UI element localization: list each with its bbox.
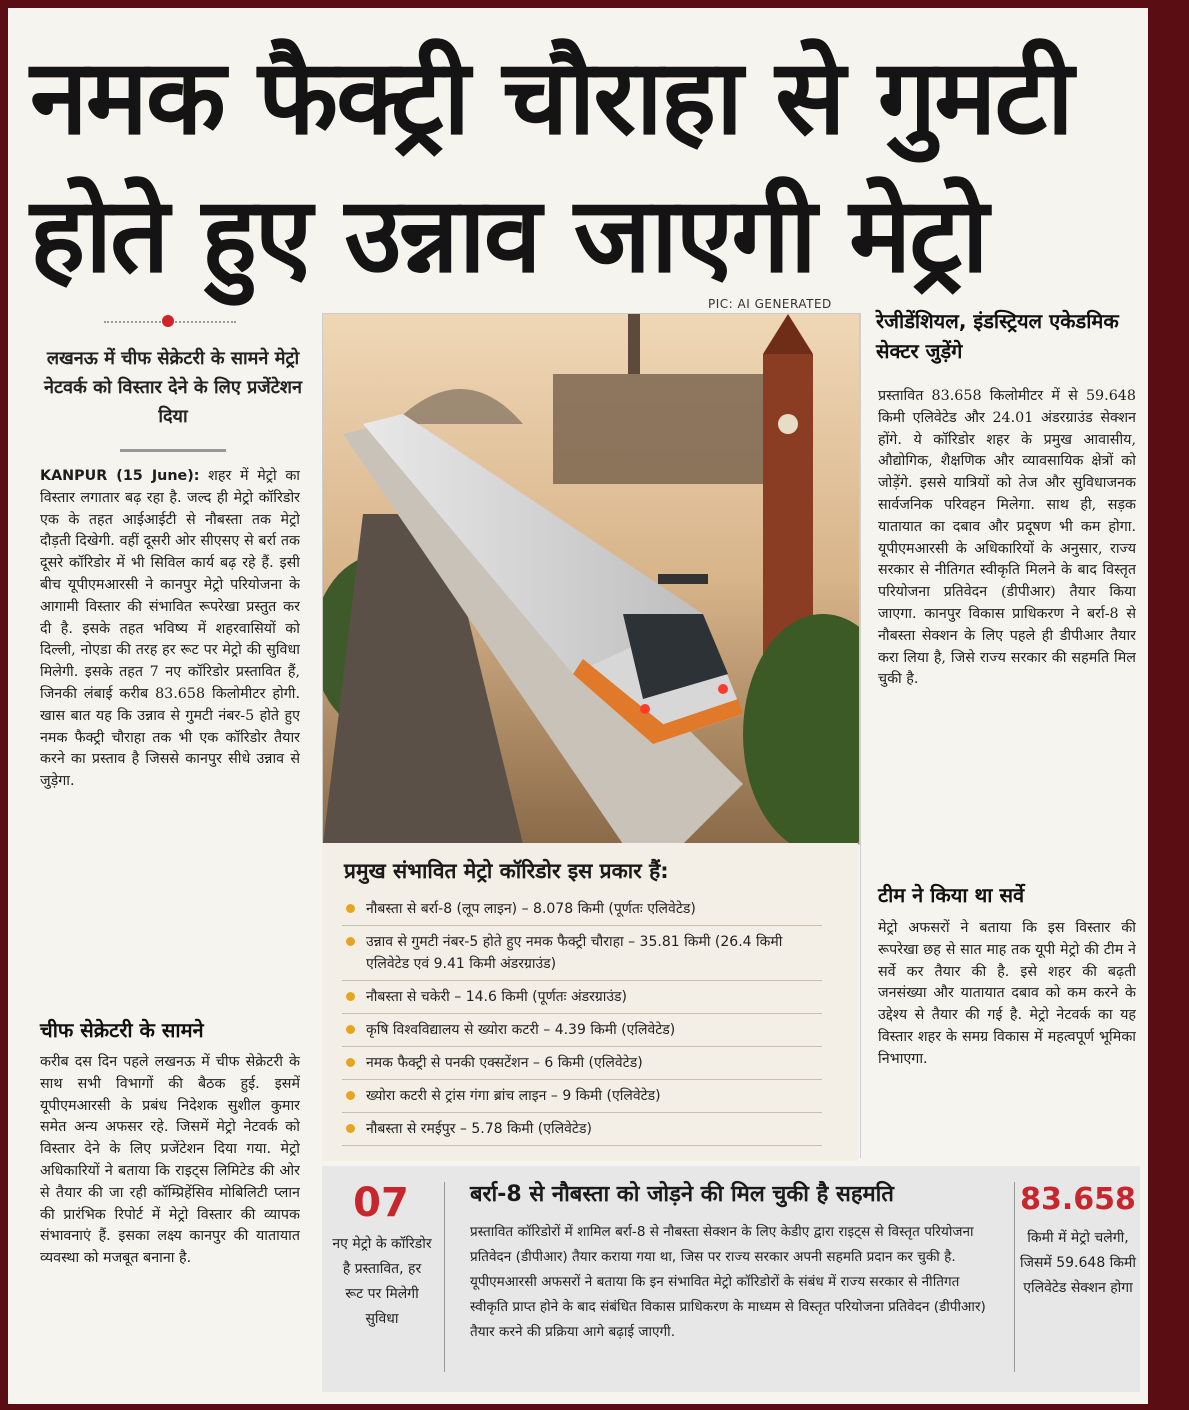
list-item	[342, 981, 822, 1014]
corridor-count-number: 07	[353, 1180, 409, 1226]
corridor-count-caption: नए मेट्रो के कॉरिडोर है प्रस्तावित, हर रूट पर मिलेगी सुविधा	[332, 1236, 432, 1327]
deck-red-dot	[162, 315, 174, 327]
bullet-dot-icon	[346, 1025, 355, 1034]
chief-secretary-paragraph: करीब दस दिन पहले लखनऊ में चीफ सेक्रेटरी के साथ सभी विभागों की बैठक हुई. इसमें यूपीएमआरसी के प्रबंध निदेशक सुशील कुमार समेत अन्य अफसर रहे. जिसमें मेट्रो नेटवर्क को विस्तार देने के लिए प्रजेंटेशन दिया गया. मेट्रो अधिकारियों ने बताया कि राइट्स लिमिटेड की ओर से तैयार की जा रही कॉम्प्रिहेंसिव मोबिलिटी प्लान की प्रारंभिक रिपोर्ट में मेट्रो विस्तार की व्यापक संभावनाएं हैं. इसका लक्ष्य कानपुर की यातायात व्यवस्था को मजबूत बनाना है.	[40, 1054, 300, 1267]
bullet-dot-icon	[346, 1091, 355, 1100]
box-divider-left	[444, 1182, 445, 1372]
newspaper-page	[8, 8, 1148, 1404]
total-length-caption: किमी में मेट्रो चलेगी, जिसमें 59.648 किमी एलिवेटेड सेक्शन होगा	[1019, 1230, 1137, 1296]
headline	[30, 28, 1140, 304]
corridor-list	[342, 893, 822, 1146]
lead-paragraph	[40, 466, 300, 1006]
column-divider	[860, 313, 861, 1158]
bullet-dot-icon	[346, 992, 355, 1001]
list-item	[342, 893, 822, 926]
list-item	[342, 1047, 822, 1080]
corridor-item-text: नौबस्ता से चकेरी – 14.6 किमी (पूर्णतः अंडरग्राउंड)	[366, 989, 628, 1005]
sectors-paragraph: प्रस्तावित 83.658 किलोमीटर में से 59.648 किमी एलिवेटेड और 24.01 अंडरग्राउंड सेक्शन होंगे. ये कॉरिडोर शहर के प्रमुख आवासीय, औद्योगिक, शैक्षणिक और व्यावसायिक क्षेत्रों को जोड़ेंगे. इससे यात्रियों को तेज और सुविधाजनक सार्वजनिक परिवहन मिलेगा. साथ ही, सड़क यातायात का दबाव और प्रदूषण भी कम होगा. यूपीएमआरसी के अधिकारियों के अनुसार, राज्य सरकार से नीतिगत स्वीकृति मिलने के बाद विस्तृत परियोजना प्रतिवेदन (डीपीआर) तैयार किया जाएगा. कानपुर विकास प्राधिकरण ने बर्रा-8 से नौबस्ता सेक्शन के लिए पहले ही डीपीआर तैयार करा लिया है, जिसे राज्य सरकार की सहमति मिल चुकी है.	[878, 388, 1136, 688]
metro-train-illustration	[323, 314, 859, 844]
headline-line-1: नमक फैक्ट्री चौराहा से गुमटी	[30, 36, 1072, 158]
lead-text: शहर में मेट्रो का विस्तार लगातार बढ़ रहा है. जल्द ही मेट्रो कॉरिडोर एक के तहत आईआईटी से नौबस्ता तक मेट्रो दौड़ती दिखेगी. वहीं दूसरी ओर सीएसए से बर्रा तक दूसरे कॉरिडोर में भी सिविल कार्य बढ़ रहे हैं. इसी बीच यूपीएमआरसी ने कानपुर मेट्रो परियोजना के आगामी विस्तार की संभावित रूपरेखा प्रस्तुत कर दी है. इसके तहत भविष्य में शहरवासियों को दिल्ली, नोएडा की तरह हर रूट पर मेट्रो की सुविधा मिलेगी. इसके तहत 7 नए कॉरिडोर प्रस्तावित हैं, जिनकी लंबाई करीब 83.658 किलोमीटर होगी. खास बात यह कि उन्नाव से गुमटी नंबर-5 होते हुए नमक फैक्ट्री चौराहा तक भी एक कॉरिडोर तैयार करने का प्रस्ताव है जिससे कानपुर सीधे उन्नाव से जुड़ेगा.	[40, 468, 300, 790]
deck-subheadline: लखनऊ में चीफ सेक्रेटरी के सामने मेट्रो नेटवर्क को विस्तार देने के लिए प्रजेंटेशन दिया	[43, 348, 303, 427]
subheading-chief-secretary: चीफ सेक्रेटरी के सामने	[40, 1018, 204, 1042]
bullet-dot-icon	[346, 937, 355, 946]
list-item	[342, 926, 822, 981]
bullet-dot-icon	[346, 1124, 355, 1133]
corridor-item-text: नौबस्ता से बर्रा-8 (लूप लाइन) – 8.078 किमी (पूर्णतः एलिवेटेड)	[366, 901, 696, 917]
bullet-dot-icon	[346, 904, 355, 913]
corridor-list-title: प्रमुख संभावित मेट्रो कॉरिडोर इस प्रकार हैं:	[344, 859, 669, 883]
subheading-sectors: रेजीडेंशियल, इंडस्ट्रियल एकेडमिक सेक्टर जुड़ेंगे	[876, 309, 1119, 363]
dateline: KANPUR (15 June):	[40, 468, 200, 484]
bullet-dot-icon	[346, 1058, 355, 1067]
deck-rule	[120, 449, 226, 452]
info-box-title: बर्रा-8 से नौबस्ता को जोड़ने की मिल चुकी है सहमति	[470, 1182, 894, 1207]
list-item	[342, 1080, 822, 1113]
metro-photo	[322, 313, 860, 845]
photo-credit: PIC: AI GENERATED	[708, 297, 832, 311]
total-length-number: 83.658	[1020, 1182, 1136, 1217]
corridor-list-panel	[322, 843, 858, 1161]
list-item	[342, 1113, 822, 1146]
info-box-text: प्रस्तावित कॉरिडोरों में शामिल बर्रा-8 से नौबस्ता सेक्शन के लिए केडीए द्वारा राइट्स से विस्तृत परियोजना प्रतिवेदन (डीपीआर) तैयार कराया गया था, जिस पर राज्य सरकार अपनी सहमति प्रदान कर चुकी है. यूपीएमआरसी अफसरों ने बताया कि इन संभावित मेट्रो कॉरिडोरों के संबंध में राज्य सरकार से नीतिगत स्वीकृति प्राप्त होने के बाद संबंधित विकास प्राधिकरण के माध्यम से विस्तृत परियोजना प्रतिवेदन (डीपीआर) तैयार करने की प्रक्रिया आगे बढ़ाई जाएगी.	[470, 1224, 986, 1340]
corridor-item-text: उन्नाव से गुमटी नंबर-5 होते हुए नमक फैक्ट्री चौराहा – 35.81 किमी (26.4 किमी एलिवेटेड एवं 9.41 किमी अंडरग्राउंड)	[366, 934, 783, 972]
survey-paragraph: मेट्रो अफसरों ने बताया कि इस विस्तार की रूपरेखा छह से सात माह तक यूपी मेट्रो की टीम ने सर्वे कर तैयार की है. इसे शहर की बढ़ती जनसंख्या और यातायात दबाव को कम करने के उद्देश्य से तैयार की गई है. मेट्रो नेटवर्क का यह विस्तार शहर के समग्र विकास में महत्वपूर्ण भूमिका निभाएगा.	[878, 920, 1136, 1067]
corridor-item-text: ख्योरा कटरी से ट्रांस गंगा ब्रांच लाइन – 9 किमी (एलिवेटेड)	[366, 1088, 661, 1104]
info-box	[322, 1166, 1140, 1392]
corridor-item-text: नौबस्ता से रमईपुर – 5.78 किमी (एलिवेटेड)	[366, 1121, 592, 1137]
box-divider-right	[1014, 1182, 1015, 1372]
list-item	[342, 1014, 822, 1047]
corridor-item-text: कृषि विश्वविद्यालय से ख्योरा कटरी – 4.39 किमी (एलिवेटेड)	[366, 1022, 676, 1038]
corridor-item-text: नमक फैक्ट्री से पनकी एक्सटेंशन – 6 किमी (एलिवेटेड)	[366, 1055, 643, 1071]
subheading-survey: टीम ने किया था सर्वे	[878, 883, 1025, 907]
headline-line-2: होते हुए उन्नाव जाएगी मेट्रो	[30, 174, 987, 296]
